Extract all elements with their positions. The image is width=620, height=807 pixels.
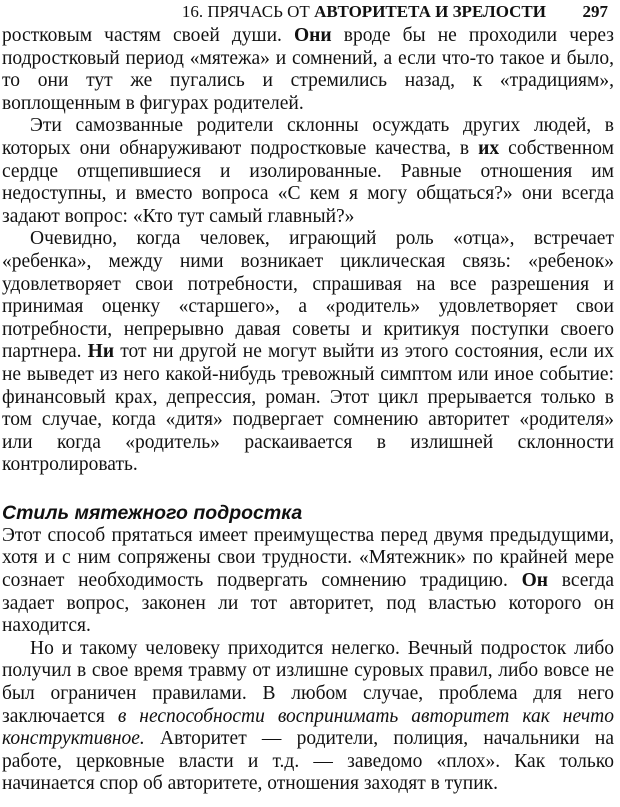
paragraph-5-italic: в неспособности воспринимать авторитет как нечто конструктивное. <box>2 705 614 750</box>
paragraph-3-text-c: тот ни другой не могут выйти из этого состояния, если их не выведет из него какой-нибудь тревожный симптом или иное событие: финансовый крах, депрессия, роман. Этот цикл прерывается только в том случае, когда «дитя» подвергает сомнению авторитет «родителя» или когда «родитель» раскаивается в излишней склонности контролировать. <box>2 341 614 476</box>
paragraph-3-text-a: Очевидно, когда человек, играющий роль «отца», встречает «ребенка», между ними возникает циклическая связь: «ребенок» удовлетворяет свои потребности, спрашивая на все разрешения и принимая оценку «старшего», а «родитель» удовлетворяет свои потребности, непрерывно давая советы и критикуя поступки своего партнера. <box>2 228 614 363</box>
chapter-title-bold: АВТОРИТЕТА И ЗРЕЛОСТИ <box>314 2 546 21</box>
paragraph-2-text-c: собственном сердце отщепившиеся и изолированные. Равные отношения им недоступны, и вместо вопроса «С кем я могу общаться?» они всегда задают вопрос: «Кто тут самый главный?» <box>2 137 615 227</box>
running-header <box>0 1 608 23</box>
section-heading: Стиль мятежного подростка <box>2 501 303 524</box>
chapter-title-prefix: 16. ПРЯЧАСЬ ОТ <box>181 2 315 21</box>
paragraph-1-emphasis: Они <box>294 25 332 46</box>
paragraph-2-emphasis: их <box>478 137 500 159</box>
paragraph-3 <box>2 228 614 477</box>
paragraph-3-emphasis: Ни <box>87 341 115 363</box>
chapter-title <box>182 1 546 23</box>
paragraph-1-text-a: ростковым частям своей души. <box>2 25 294 46</box>
paragraph-5-text-a: Но и такому человеку приходится нелегко. Вечный подросток либо получил в свое время травму от излишне суровых правил, либо вовсе не был ограничен правилами. В любом случае, проблема для него заключается <box>2 637 614 727</box>
paragraph-1 <box>2 25 614 115</box>
paragraph-5-text-c: Авторитет — родители, полиция, начальники на работе, церковные власти и т.д. — заведомо «плох». Как только начинается спор об авторитете, отношения заходят в тупик. <box>2 728 614 795</box>
paragraph-4 <box>2 525 614 638</box>
paragraph-4-text-a: Этот способ прятаться имеет преимущества перед двумя предыдущими, хотя и с ним сопряжены свои трудности. «Мятежник» по крайней мере сознает необходимость подвергать сомнению традицию. <box>2 524 614 592</box>
paragraph-5 <box>2 638 614 796</box>
paragraph-4-emphasis: Он <box>521 570 549 592</box>
page-number: 297 <box>582 2 608 21</box>
paragraph-2 <box>2 115 614 228</box>
paragraph-1-text-c: вроде бы не проходили через подростковый период «мятежа» и сомнений, а если что-то такое и было, то они тут же пугались и стремились назад, к «традициям», воплощенным в фигурах родителей. <box>2 25 615 114</box>
paragraph-2-text-a: Эти самозванные родители склонны осуждать других людей, в которых они обнаруживают подростковые качества, в <box>2 115 614 159</box>
paragraph-4-text-c: всегда задает вопрос, законен ли тот авторитет, под властью которого он находится. <box>2 570 614 637</box>
page-body <box>2 25 614 796</box>
